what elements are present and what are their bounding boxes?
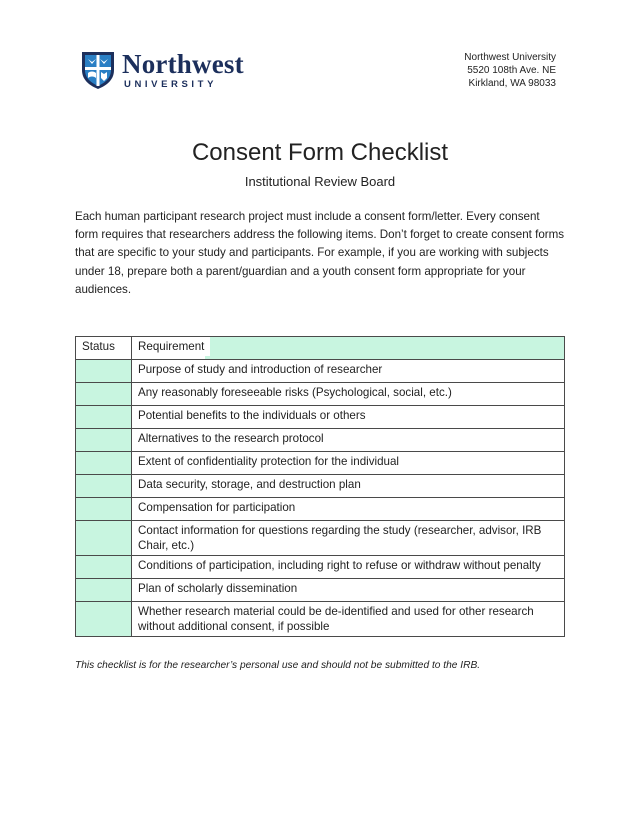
requirement-cell: Conditions of participation, including right to refuse or withdraw without penalty: [132, 556, 565, 579]
status-field[interactable]: [76, 475, 132, 498]
footer-note: This checklist is for the researcher’s personal use and should not be submitted to the IRB.: [75, 660, 481, 671]
checklist-table: [75, 336, 565, 637]
table-row: [76, 452, 565, 475]
requirement-cell: Extent of confidentiality protection for the individual: [132, 452, 565, 475]
requirement-cell: Data security, storage, and destruction plan: [132, 475, 565, 498]
status-field[interactable]: [76, 556, 132, 579]
table-row: [76, 406, 565, 429]
address-line-1: Northwest University: [464, 52, 556, 63]
university-logo: [80, 50, 244, 90]
requirement-cell: Plan of scholarly dissemination: [132, 579, 565, 602]
requirement-cell: Contact information for questions regarding the study (researcher, advisor, IRB Chair, etc.): [132, 521, 565, 556]
table-header-row: [76, 337, 565, 360]
requirement-cell: Any reasonably foreseeable risks (Psychological, social, etc.): [132, 383, 565, 406]
table-row: [76, 429, 565, 452]
table-row: [76, 383, 565, 406]
requirement-cell: Purpose of study and introduction of researcher: [132, 360, 565, 383]
address-line-2: 5520 108th Ave. NE: [467, 65, 556, 76]
intro-paragraph: Each human participant research project must include a consent form/letter. Every consent form requires that researchers address the following items. Don’t forget to create consent forms that are specific to your study and participants. For example, if you are working with subjects under 18, prepare both a parent/guardian and a youth consent form appropriate for your audiences.: [75, 210, 565, 296]
status-field[interactable]: [76, 383, 132, 406]
table-row: [76, 521, 565, 556]
status-column-header: Status: [76, 337, 132, 360]
address-block: [464, 51, 556, 90]
table-row: [76, 602, 565, 637]
logo-subtitle: UNIVERSITY: [124, 78, 218, 90]
page-title: Consent Form Checklist: [191, 139, 449, 166]
shield-crest-icon: [80, 50, 116, 90]
logo-name: Northwest: [122, 48, 244, 79]
status-field[interactable]: [76, 498, 132, 521]
requirement-cell: Potential benefits to the individuals or others: [132, 406, 565, 429]
page-subtitle: Institutional Review Board: [244, 174, 396, 189]
status-field[interactable]: [76, 360, 132, 383]
address-line-3: Kirkland, WA 98033: [468, 78, 556, 89]
table-row: [76, 556, 565, 579]
status-field[interactable]: [76, 579, 132, 602]
requirement-cell: Whether research material could be de-identified and used for other research without additional consent, if possible: [132, 602, 565, 637]
table-row: [76, 579, 565, 602]
table-row: [76, 498, 565, 521]
status-field[interactable]: [76, 452, 132, 475]
status-field[interactable]: [76, 521, 132, 556]
table-row: [76, 360, 565, 383]
requirement-cell: Compensation for participation: [132, 498, 565, 521]
requirement-header-label: Requirement: [132, 337, 210, 356]
requirement-cell: Alternatives to the research protocol: [132, 429, 565, 452]
status-field[interactable]: [76, 406, 132, 429]
table-row: [76, 475, 565, 498]
requirement-column-header: [132, 337, 565, 360]
status-field[interactable]: [76, 429, 132, 452]
status-field[interactable]: [76, 602, 132, 637]
header-highlight-field[interactable]: [205, 337, 564, 359]
